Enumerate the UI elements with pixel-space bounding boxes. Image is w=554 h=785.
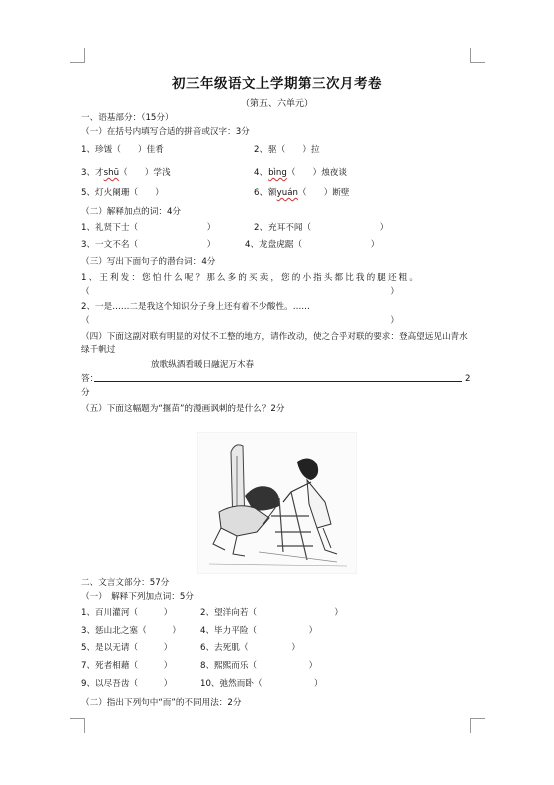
p2-q1-item-7: 7、死者相藉（ ） [81, 661, 173, 671]
p1-q3-sentence-2: 2、一是……二是我这个知识分子身上还有着不少酸性。…… [81, 302, 310, 312]
p1-q4-points-b: 分 [81, 388, 90, 398]
p1-q1-item-6: 6、额yuán（ ）断壁 [254, 188, 350, 198]
cartoon-pulling-seedlings [197, 432, 357, 574]
p1-q2-heading: （二）解释加点的词：4分 [81, 207, 181, 217]
exam-title: 初三年级语文上学期第三次月考卷 [172, 76, 382, 92]
p1-q1-item-3: 3、才shū（ ）学浅 [81, 168, 171, 178]
crop-mark-bottom-left [70, 718, 85, 733]
p2-q1-item-9: 9、以尽吾齿（ ） [81, 679, 173, 689]
crop-mark-top-left [70, 48, 85, 63]
p1-q2-item-4: 4、龙盘虎踞（ ） [245, 240, 380, 250]
p2-q1-item-5: 5、是以无请（ ） [81, 643, 173, 653]
p1-q4-points-a: 2 [465, 374, 471, 384]
p2-q1-item-3: 3、惩山北之塞（ ） [81, 626, 181, 636]
p1-q1-heading: （一）在括号内填写合适的拼音或汉字：3分 [81, 127, 250, 137]
p1-q3-answer-1: （ ） [81, 287, 399, 297]
p1-q4-couplet-line: 放歌纵酒看暖日融泥万木春 [151, 360, 255, 370]
p2-q1-item-4: 4、毕力平险（ ） [200, 626, 318, 636]
p1-q3-sentence-1: 1、王利发：您怕什么呢？那么多的买卖，您的小指头都比我的腿还粗。 [81, 273, 421, 283]
p1-q3-answer-2: （ ） [81, 316, 399, 326]
p1-q1-item-2: 2、驱（ ）拉 [254, 145, 320, 155]
p2-q1-item-10: 10、弛然而卧（ ） [200, 679, 323, 689]
p1-q2-item-2: 2、充耳不闻（ ） [254, 223, 389, 233]
exam-subtitle: （第五、六单元） [240, 99, 313, 109]
p1-q3-heading: （三）写出下面句子的潜台词：4分 [81, 257, 216, 267]
p1-q4-answer-label: 答： [81, 374, 99, 384]
p2-q1-item-1: 1、百川灌河（ ） [81, 608, 173, 618]
p2-q1-item-8: 8、熙熙而乐（ ） [200, 661, 318, 671]
p1-q5-heading: （五）下面这幅题为“揠苗”的漫画讽刺的是什么？2分 [81, 404, 285, 414]
p2-q1-heading: （一） 解释下列加点词：5分 [81, 592, 194, 602]
crop-mark-top-right [470, 48, 485, 63]
crop-mark-bottom-right [470, 718, 485, 733]
p1-q1-item-5: 5、灯火阑珊（ ） [81, 188, 164, 198]
p1-q4-answer-line[interactable] [94, 381, 462, 382]
part2-heading: 二、文言文部分：57分 [81, 578, 170, 588]
p1-q4-heading: （四）下面这副对联有明显的对仗不工整的地方，请作改动，使之合乎对联的要求：登高望远见山青水绿千帆过 [81, 332, 468, 355]
p1-q2-item-1: 1、礼贤下士（ ） [81, 223, 216, 233]
p1-q1-item-4: 4、bìng（ ）烛夜谈 [254, 168, 347, 178]
p1-q1-item-1: 1、珍馐（ ）佳肴 [81, 145, 164, 155]
part1-heading: 一、语基部分：（15分） [81, 113, 174, 123]
p2-q1-item-2: 2、望洋向若（ ） [200, 608, 343, 618]
p1-q2-item-3: 3、一文不名（ ） [81, 240, 216, 250]
p2-q2-heading: （二）指出下列句中“而”的不同用法：2分 [81, 698, 242, 708]
p2-q1-item-6: 6、去死肌（ ） [200, 643, 300, 653]
